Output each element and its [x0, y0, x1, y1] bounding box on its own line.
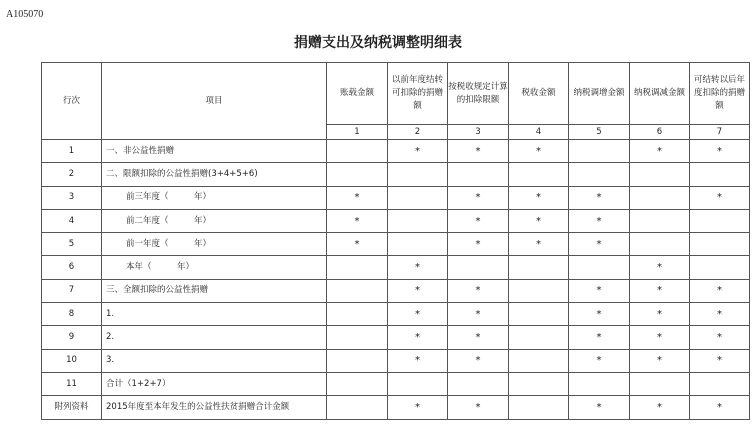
na-marker: *: [388, 326, 448, 349]
amount-cell[interactable]: [509, 279, 569, 302]
row-item: 2015年度至本年发生的公益性扶贫捐赠合计金额: [102, 396, 327, 419]
table-row: [42, 279, 750, 302]
na-marker: *: [448, 349, 509, 372]
header-item: 项目: [102, 63, 327, 140]
row-item: 前二年度（ 年）: [102, 209, 327, 232]
amount-cell[interactable]: [690, 209, 750, 232]
na-marker: *: [690, 349, 750, 372]
na-marker: *: [509, 140, 569, 163]
na-marker: *: [509, 209, 569, 232]
table-row: [42, 372, 750, 395]
na-marker: *: [569, 396, 630, 419]
na-marker: *: [327, 209, 388, 232]
na-marker: *: [630, 326, 690, 349]
amount-cell[interactable]: [630, 163, 690, 186]
na-marker: *: [388, 256, 448, 279]
na-marker: *: [448, 209, 509, 232]
amount-cell[interactable]: [690, 163, 750, 186]
na-marker: *: [448, 279, 509, 302]
amount-cell[interactable]: [569, 256, 630, 279]
amount-cell[interactable]: [509, 372, 569, 395]
na-marker: *: [630, 303, 690, 326]
amount-cell[interactable]: [327, 326, 388, 349]
header-col-1: 账载金额: [327, 63, 388, 125]
row-number: 5: [42, 233, 102, 256]
row-number: 10: [42, 349, 102, 372]
na-marker: *: [630, 256, 690, 279]
na-marker: *: [388, 303, 448, 326]
amount-cell[interactable]: [690, 233, 750, 256]
amount-cell[interactable]: [509, 396, 569, 419]
amount-cell[interactable]: [569, 140, 630, 163]
header-col-2: 以前年度结转可扣除的捐赠额: [388, 63, 448, 125]
amount-cell[interactable]: [569, 163, 630, 186]
table-row: [42, 396, 750, 419]
amount-cell[interactable]: [690, 256, 750, 279]
table-row: [42, 233, 750, 256]
col-num-4: 4: [509, 125, 569, 140]
amount-cell[interactable]: [509, 349, 569, 372]
col-num-3: 3: [448, 125, 509, 140]
col-num-6: 6: [630, 125, 690, 140]
page-title: 捐赠支出及纳税调整明细表: [294, 35, 462, 51]
amount-cell[interactable]: [327, 349, 388, 372]
row-item: 前一年度（ 年）: [102, 233, 327, 256]
amount-cell[interactable]: [448, 163, 509, 186]
na-marker: *: [327, 233, 388, 256]
table-row: [42, 349, 750, 372]
na-marker: *: [630, 279, 690, 302]
na-marker: *: [388, 279, 448, 302]
amount-cell[interactable]: [630, 233, 690, 256]
row-item: 前三年度（ 年）: [102, 186, 327, 209]
table-row: [42, 256, 750, 279]
amount-cell[interactable]: [327, 372, 388, 395]
na-marker: *: [448, 140, 509, 163]
amount-cell[interactable]: [448, 256, 509, 279]
row-item: 二、限额扣除的公益性捐赠(3+4+5+6): [102, 163, 327, 186]
table-row: [42, 209, 750, 232]
amount-cell[interactable]: [388, 233, 448, 256]
na-marker: *: [448, 233, 509, 256]
na-marker: *: [630, 140, 690, 163]
amount-cell[interactable]: [690, 372, 750, 395]
amount-cell[interactable]: [630, 186, 690, 209]
na-marker: *: [509, 186, 569, 209]
col-num-2: 2: [388, 125, 448, 140]
amount-cell[interactable]: [448, 372, 509, 395]
table-row: [42, 186, 750, 209]
amount-cell[interactable]: [509, 256, 569, 279]
amount-cell[interactable]: [327, 279, 388, 302]
amount-cell[interactable]: [388, 209, 448, 232]
amount-cell[interactable]: [630, 209, 690, 232]
row-number: 7: [42, 279, 102, 302]
row-number: 6: [42, 256, 102, 279]
na-marker: *: [448, 303, 509, 326]
na-marker: *: [690, 140, 750, 163]
header-col-7: 可结转以后年度扣除的捐赠额: [690, 63, 750, 125]
na-marker: *: [630, 396, 690, 419]
row-item: 合计（1+2+7）: [102, 372, 327, 395]
row-number: 3: [42, 186, 102, 209]
na-marker: *: [569, 349, 630, 372]
col-num-7: 7: [690, 125, 750, 140]
amount-cell[interactable]: [327, 163, 388, 186]
amount-cell[interactable]: [509, 163, 569, 186]
form-code: A105070: [6, 9, 44, 20]
header-col-6: 纳税调减金额: [630, 63, 690, 125]
na-marker: *: [690, 303, 750, 326]
na-marker: *: [569, 279, 630, 302]
amount-cell[interactable]: [327, 140, 388, 163]
donation-table: [41, 62, 750, 420]
na-marker: *: [690, 279, 750, 302]
row-number: 11: [42, 372, 102, 395]
amount-cell[interactable]: [569, 372, 630, 395]
row-number: 9: [42, 326, 102, 349]
na-marker: *: [448, 186, 509, 209]
amount-cell[interactable]: [509, 326, 569, 349]
na-marker: *: [388, 349, 448, 372]
row-item: 本年（ 年）: [102, 256, 327, 279]
col-num-1: 1: [327, 125, 388, 140]
row-number: 8: [42, 303, 102, 326]
na-marker: *: [388, 396, 448, 419]
row-item: 一、非公益性捐赠: [102, 140, 327, 163]
header-row-no: 行次: [42, 63, 102, 140]
header-col-5: 纳税调增金额: [569, 63, 630, 125]
amount-cell[interactable]: [327, 256, 388, 279]
na-marker: *: [448, 326, 509, 349]
na-marker: *: [690, 396, 750, 419]
amount-cell[interactable]: [509, 303, 569, 326]
na-marker: *: [690, 186, 750, 209]
na-marker: *: [569, 186, 630, 209]
table-row: [42, 163, 750, 186]
table-row: [42, 140, 750, 163]
na-marker: *: [690, 326, 750, 349]
header-col-4: 税收金额: [509, 63, 569, 125]
na-marker: *: [630, 349, 690, 372]
table-row: [42, 326, 750, 349]
row-number: 附列资料: [42, 396, 102, 419]
row-number: 2: [42, 163, 102, 186]
table-row: [42, 303, 750, 326]
na-marker: *: [448, 396, 509, 419]
row-item: 3.: [102, 349, 327, 372]
amount-cell[interactable]: [327, 396, 388, 419]
amount-cell[interactable]: [327, 303, 388, 326]
amount-cell[interactable]: [388, 372, 448, 395]
na-marker: *: [509, 233, 569, 256]
na-marker: *: [327, 186, 388, 209]
header-col-3: 按税收规定计算的扣除限额: [448, 63, 509, 125]
row-number: 4: [42, 209, 102, 232]
na-marker: *: [388, 140, 448, 163]
na-marker: *: [569, 233, 630, 256]
amount-cell[interactable]: [388, 186, 448, 209]
row-number: 1: [42, 140, 102, 163]
amount-cell[interactable]: [630, 372, 690, 395]
header-row: [42, 63, 750, 125]
col-num-5: 5: [569, 125, 630, 140]
na-marker: *: [569, 209, 630, 232]
row-item: 1.: [102, 303, 327, 326]
na-marker: *: [569, 303, 630, 326]
row-item: 2.: [102, 326, 327, 349]
amount-cell[interactable]: [388, 163, 448, 186]
na-marker: *: [569, 326, 630, 349]
row-item: 三、全额扣除的公益性捐赠: [102, 279, 327, 302]
